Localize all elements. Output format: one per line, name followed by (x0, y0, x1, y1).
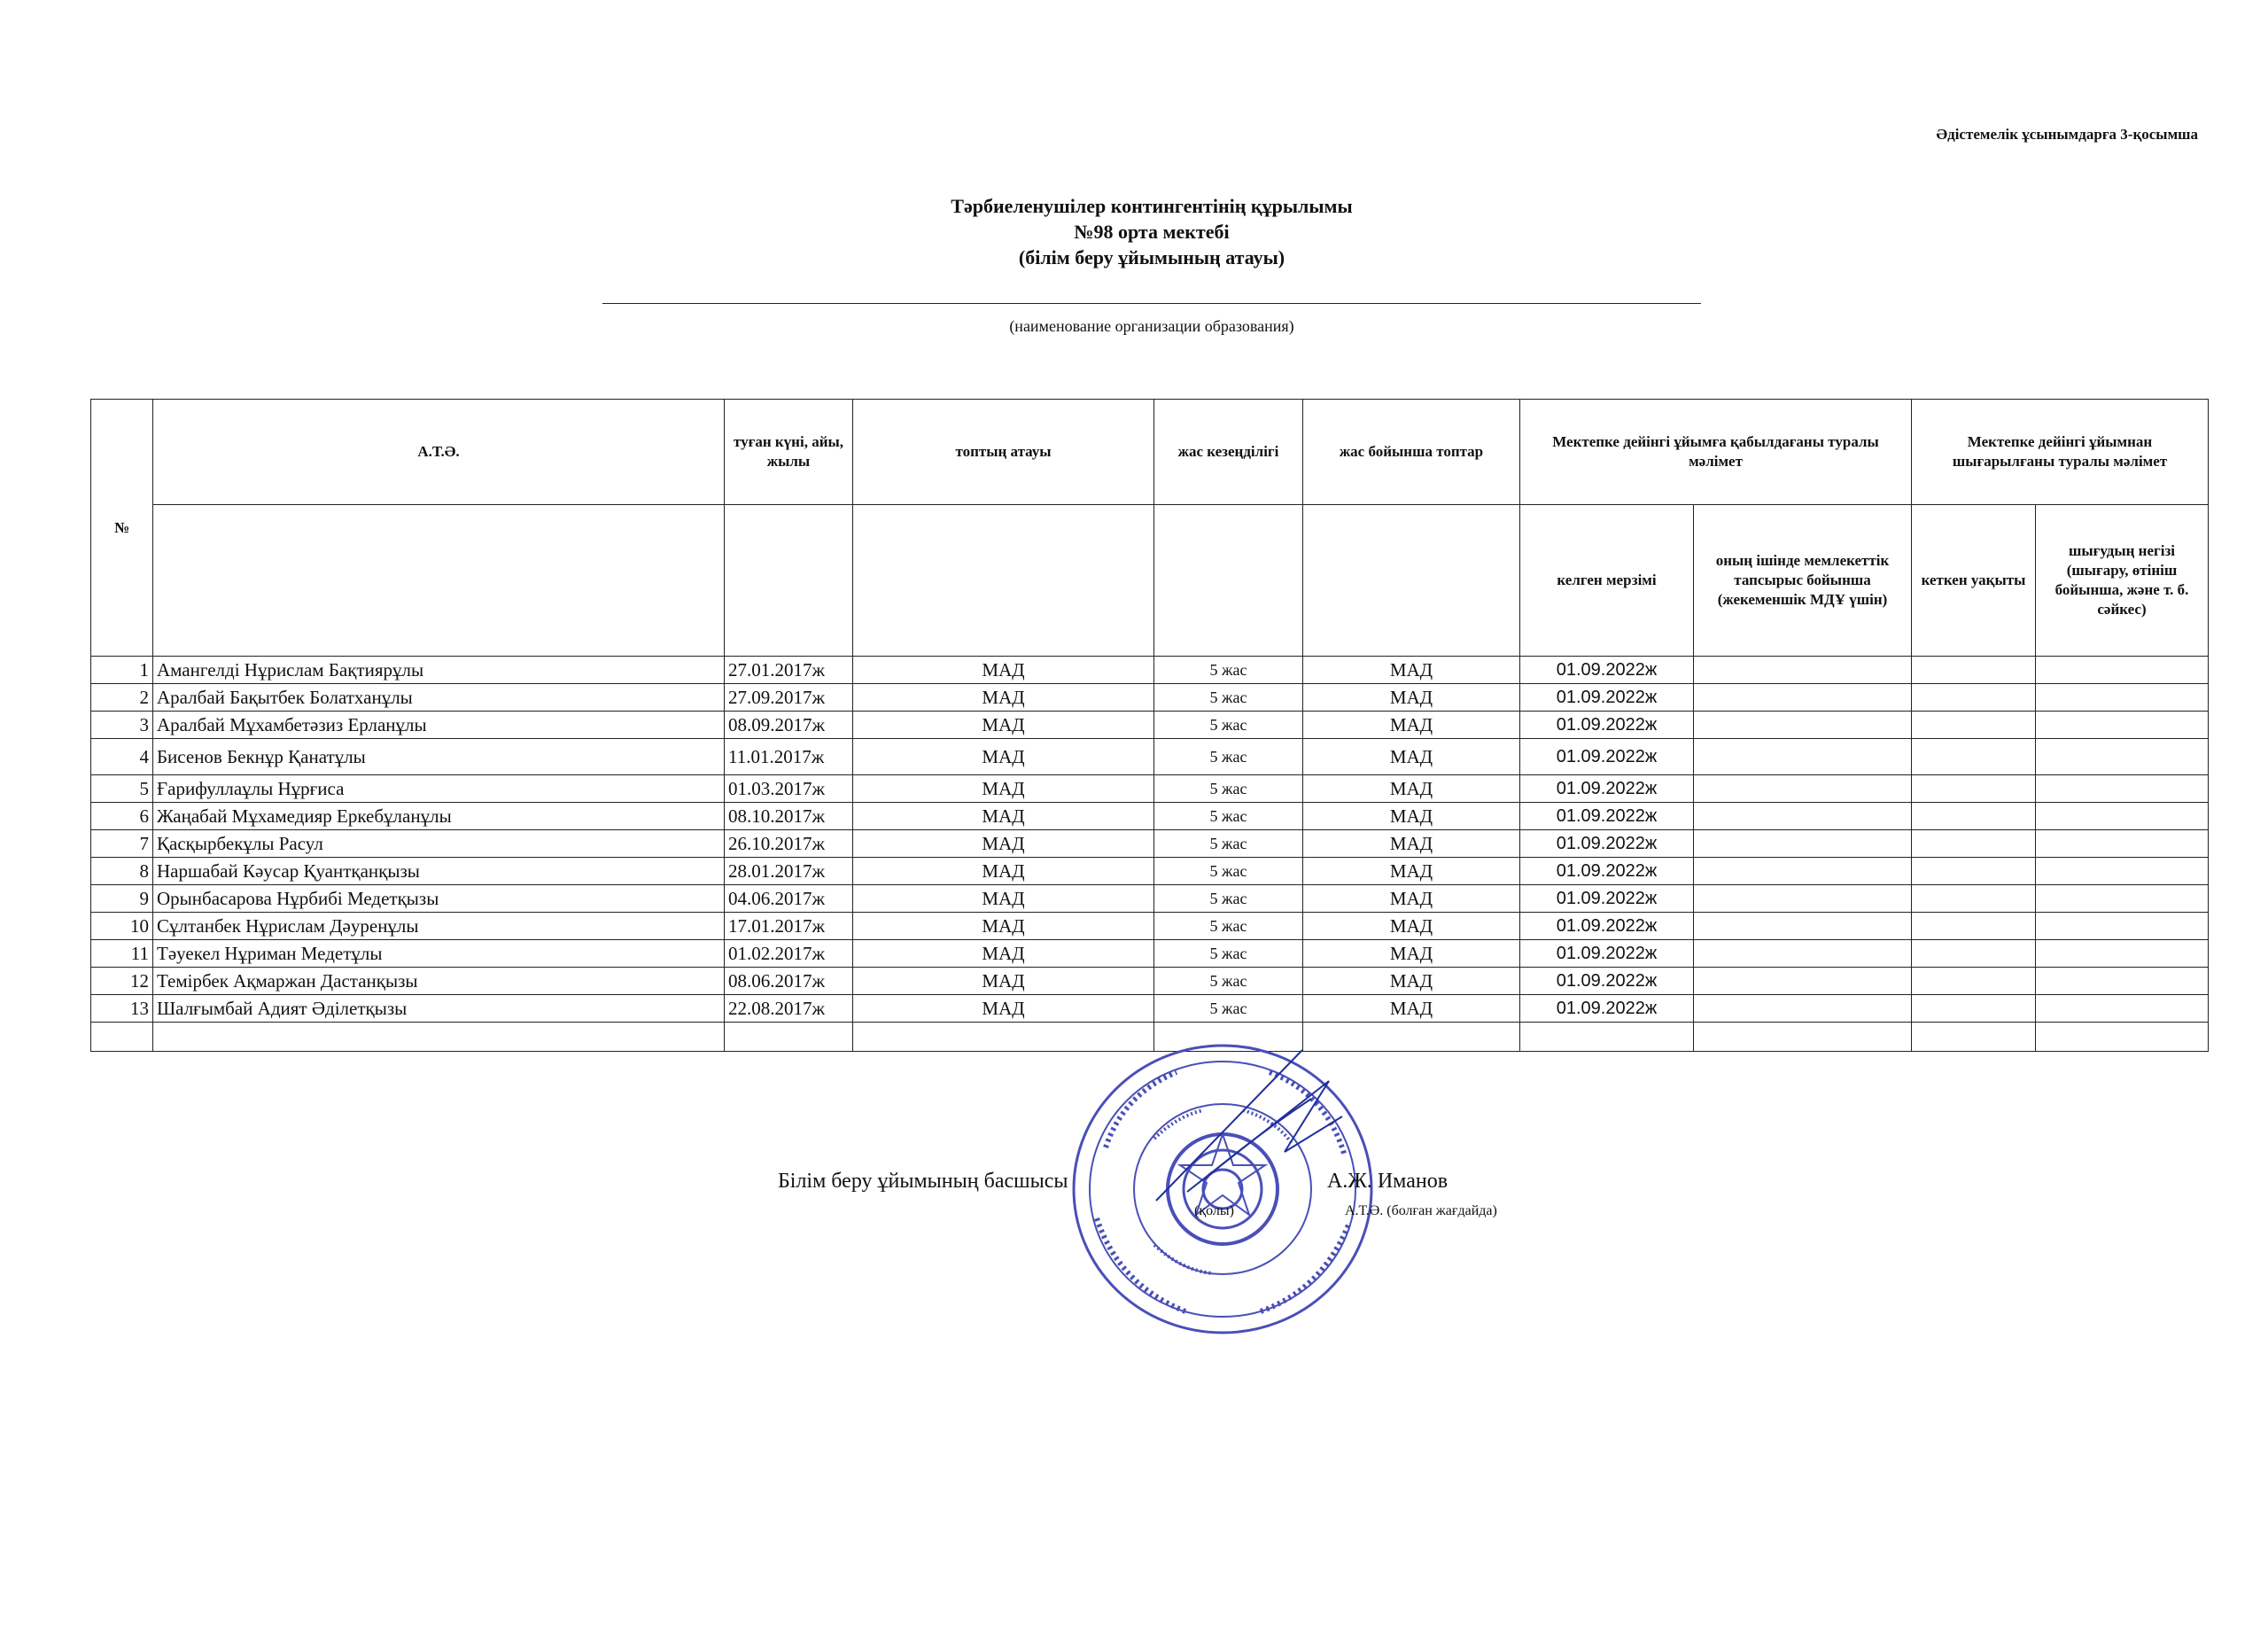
header-row-sub (91, 505, 2209, 657)
header-state-order: оның ішінде мемлекеттік тапсырыс бойынша (жекеменшік МДҰ үшін) (1694, 505, 1912, 657)
row-name: Орынбасарова Нұрбибі Медетқызы (153, 885, 725, 913)
row-age: 5 жас (1154, 995, 1303, 1023)
row-age: 5 жас (1154, 684, 1303, 712)
row-birth: 01.03.2017ж (725, 775, 853, 803)
row-age: 5 жас (1154, 968, 1303, 995)
contingent-table (90, 399, 2209, 1052)
row-num: 3 (91, 712, 153, 739)
row-leave-time (1912, 913, 2036, 940)
table-row (91, 968, 2209, 995)
row-leave-reason (2036, 803, 2209, 830)
row-group: МАД (853, 739, 1154, 775)
row-arrival: 01.09.2022ж (1520, 885, 1694, 913)
table-row (91, 885, 2209, 913)
row-age-group: МАД (1303, 712, 1520, 739)
header-arrival-date: келген мерзімі (1520, 505, 1694, 657)
document-title (0, 193, 2268, 270)
row-age-group: МАД (1303, 830, 1520, 858)
org-name-underline (602, 303, 1701, 304)
row-state-order (1694, 803, 1912, 830)
row-leave-reason (2036, 712, 2209, 739)
row-num: 11 (91, 940, 153, 968)
row-birth: 28.01.2017ж (725, 858, 853, 885)
header-num: № (91, 400, 153, 657)
table-row (91, 775, 2209, 803)
row-leave-reason (2036, 775, 2209, 803)
row-birth: 04.06.2017ж (725, 885, 853, 913)
row-num: 10 (91, 913, 153, 940)
row-age: 5 жас (1154, 739, 1303, 775)
row-leave-time (1912, 775, 2036, 803)
row-state-order (1694, 684, 1912, 712)
row-name: Тәуекел Нұриман Медетұлы (153, 940, 725, 968)
row-birth: 27.01.2017ж (725, 657, 853, 684)
row-group: МАД (853, 968, 1154, 995)
table-row (91, 940, 2209, 968)
row-age: 5 жас (1154, 803, 1303, 830)
row-state-order (1694, 830, 1912, 858)
row-state-order (1694, 913, 1912, 940)
header-discharge: Мектепке дейінгі ұйымнан шығарылғаны туралы мәлімет (1912, 400, 2209, 505)
table-row (91, 858, 2209, 885)
table-row (91, 712, 2209, 739)
row-arrival: 01.09.2022ж (1520, 858, 1694, 885)
header-group-blank (853, 505, 1154, 657)
row-num: 5 (91, 775, 153, 803)
row-arrival: 01.09.2022ж (1520, 775, 1694, 803)
row-age: 5 жас (1154, 858, 1303, 885)
row-group: МАД (853, 712, 1154, 739)
header-age-group: жас бойынша топтар (1303, 400, 1520, 505)
row-age: 5 жас (1154, 657, 1303, 684)
row-birth: 22.08.2017ж (725, 995, 853, 1023)
row-name: Жаңабай Мұхамедияр Еркебұланұлы (153, 803, 725, 830)
row-name: Наршабай Кәусар Қуантқанқызы (153, 858, 725, 885)
row-arrival: 01.09.2022ж (1520, 940, 1694, 968)
head-label: Білім беру ұйымының басшысы (778, 1170, 1068, 1193)
table-row (91, 830, 2209, 858)
row-name: Ғарифуллаұлы Нұрғиса (153, 775, 725, 803)
row-num: 7 (91, 830, 153, 858)
row-arrival: 01.09.2022ж (1520, 739, 1694, 775)
empty-cell (1912, 1023, 2036, 1052)
row-state-order (1694, 858, 1912, 885)
row-arrival: 01.09.2022ж (1520, 913, 1694, 940)
row-num: 9 (91, 885, 153, 913)
header-age-group-blank (1303, 505, 1520, 657)
row-age: 5 жас (1154, 940, 1303, 968)
head-name: А.Ж. Иманов (1327, 1170, 1449, 1193)
table-row (91, 657, 2209, 684)
row-group: МАД (853, 885, 1154, 913)
row-age-group: МАД (1303, 913, 1520, 940)
row-arrival: 01.09.2022ж (1520, 830, 1694, 858)
title-line-1: Тәрбиеленушілер контингентінің құрылымы (951, 195, 1353, 217)
row-age-group: МАД (1303, 803, 1520, 830)
header-fio-blank (153, 505, 725, 657)
header-row-main (91, 400, 2209, 505)
row-name: Амангелді Нұрислам Бақтиярұлы (153, 657, 725, 684)
header-group-name: топтың атауы (853, 400, 1154, 505)
row-name: Бисенов Бекнұр Қанатұлы (153, 739, 725, 775)
row-birth: 26.10.2017ж (725, 830, 853, 858)
row-state-order (1694, 968, 1912, 995)
row-num: 8 (91, 858, 153, 885)
title-line-3: (білім беру ұйымының атауы) (1018, 246, 1285, 268)
table-row (91, 913, 2209, 940)
row-state-order (1694, 657, 1912, 684)
row-age: 5 жас (1154, 885, 1303, 913)
row-leave-time (1912, 739, 2036, 775)
row-name: Темірбек Ақмаржан Дастанқызы (153, 968, 725, 995)
row-age-group: МАД (1303, 968, 1520, 995)
row-birth: 08.06.2017ж (725, 968, 853, 995)
row-state-order (1694, 775, 1912, 803)
table-row (91, 739, 2209, 775)
header-age-period-blank (1154, 505, 1303, 657)
fio-caption: А.Т.Ә. (болған жағдайда) (1345, 1203, 1497, 1218)
row-state-order (1694, 712, 1912, 739)
row-name: Аралбай Бақытбек Болатханұлы (153, 684, 725, 712)
signature-strokes (1152, 1046, 1347, 1205)
row-state-order (1694, 940, 1912, 968)
row-state-order (1694, 995, 1912, 1023)
row-birth: 08.09.2017ж (725, 712, 853, 739)
row-group: МАД (853, 803, 1154, 830)
row-birth: 11.01.2017ж (725, 739, 853, 775)
row-age-group: МАД (1303, 995, 1520, 1023)
table-row (91, 684, 2209, 712)
row-num: 1 (91, 657, 153, 684)
row-leave-reason (2036, 940, 2209, 968)
org-name-caption: (наименование организации образования) (1009, 317, 1294, 335)
row-group: МАД (853, 858, 1154, 885)
row-birth: 27.09.2017ж (725, 684, 853, 712)
row-num: 2 (91, 684, 153, 712)
row-leave-reason (2036, 858, 2209, 885)
row-group: МАД (853, 995, 1154, 1023)
row-name: Қасқырбекұлы Расул (153, 830, 725, 858)
header-leave-reason: шығудың негізі (шығару, өтініш бойынша, және т. б. сәйкес) (2036, 505, 2209, 657)
row-group: МАД (853, 913, 1154, 940)
empty-cell (91, 1023, 153, 1052)
row-arrival: 01.09.2022ж (1520, 803, 1694, 830)
header-admission: Мектепке дейінгі ұйымға қабылдағаны туралы мәлімет (1520, 400, 1912, 505)
row-group: МАД (853, 684, 1154, 712)
row-leave-time (1912, 657, 2036, 684)
table-row (91, 803, 2209, 830)
row-leave-reason (2036, 830, 2209, 858)
row-num: 12 (91, 968, 153, 995)
table-row (91, 995, 2209, 1023)
row-arrival: 01.09.2022ж (1520, 684, 1694, 712)
row-num: 6 (91, 803, 153, 830)
row-age: 5 жас (1154, 775, 1303, 803)
row-group: МАД (853, 775, 1154, 803)
row-leave-reason (2036, 739, 2209, 775)
row-leave-time (1912, 968, 2036, 995)
row-group: МАД (853, 940, 1154, 968)
row-num: 13 (91, 995, 153, 1023)
row-birth: 01.02.2017ж (725, 940, 853, 968)
header-age-period: жас кезеңділігі (1154, 400, 1303, 505)
sign-caption: (қолы) (1194, 1203, 1234, 1218)
row-leave-time (1912, 830, 2036, 858)
empty-cell (2036, 1023, 2209, 1052)
row-leave-time (1912, 712, 2036, 739)
row-state-order (1694, 885, 1912, 913)
appendix-label: Әдістемелік ұсынымдарға 3-қосымша (1936, 126, 2198, 143)
row-leave-time (1912, 684, 2036, 712)
row-leave-time (1912, 995, 2036, 1023)
row-arrival: 01.09.2022ж (1520, 968, 1694, 995)
row-age-group: МАД (1303, 739, 1520, 775)
row-leave-reason (2036, 995, 2209, 1023)
row-leave-reason (2036, 968, 2209, 995)
row-state-order (1694, 739, 1912, 775)
empty-cell (153, 1023, 725, 1052)
row-age-group: МАД (1303, 684, 1520, 712)
row-leave-reason (2036, 885, 2209, 913)
row-leave-time (1912, 940, 2036, 968)
row-leave-reason (2036, 684, 2209, 712)
row-leave-time (1912, 885, 2036, 913)
title-line-2: №98 орта мектебі (1074, 221, 1230, 243)
row-name: Шалғымбай Адият Әділетқызы (153, 995, 725, 1023)
row-num: 4 (91, 739, 153, 775)
row-group: МАД (853, 830, 1154, 858)
empty-cell (1694, 1023, 1912, 1052)
row-leave-reason (2036, 657, 2209, 684)
empty-cell (1520, 1023, 1694, 1052)
row-birth: 08.10.2017ж (725, 803, 853, 830)
row-age: 5 жас (1154, 712, 1303, 739)
row-age-group: МАД (1303, 657, 1520, 684)
row-age: 5 жас (1154, 913, 1303, 940)
header-leave-time: кеткен уақыты (1912, 505, 2036, 657)
row-age-group: МАД (1303, 940, 1520, 968)
row-birth: 17.01.2017ж (725, 913, 853, 940)
row-age: 5 жас (1154, 830, 1303, 858)
row-age-group: МАД (1303, 858, 1520, 885)
row-age-group: МАД (1303, 885, 1520, 913)
header-birth: туған күні, айы, жылы (725, 400, 853, 505)
row-leave-time (1912, 803, 2036, 830)
row-arrival: 01.09.2022ж (1520, 657, 1694, 684)
row-group: МАД (853, 657, 1154, 684)
row-leave-time (1912, 858, 2036, 885)
empty-cell (725, 1023, 853, 1052)
header-fio: А.Т.Ә. (153, 400, 725, 505)
row-arrival: 01.09.2022ж (1520, 712, 1694, 739)
row-leave-reason (2036, 913, 2209, 940)
row-name: Сұлтанбек Нұрислам Дәуренұлы (153, 913, 725, 940)
row-age-group: МАД (1303, 775, 1520, 803)
row-name: Аралбай Мұхамбетәзиз Ерланұлы (153, 712, 725, 739)
header-birth-blank (725, 505, 853, 657)
row-arrival: 01.09.2022ж (1520, 995, 1694, 1023)
